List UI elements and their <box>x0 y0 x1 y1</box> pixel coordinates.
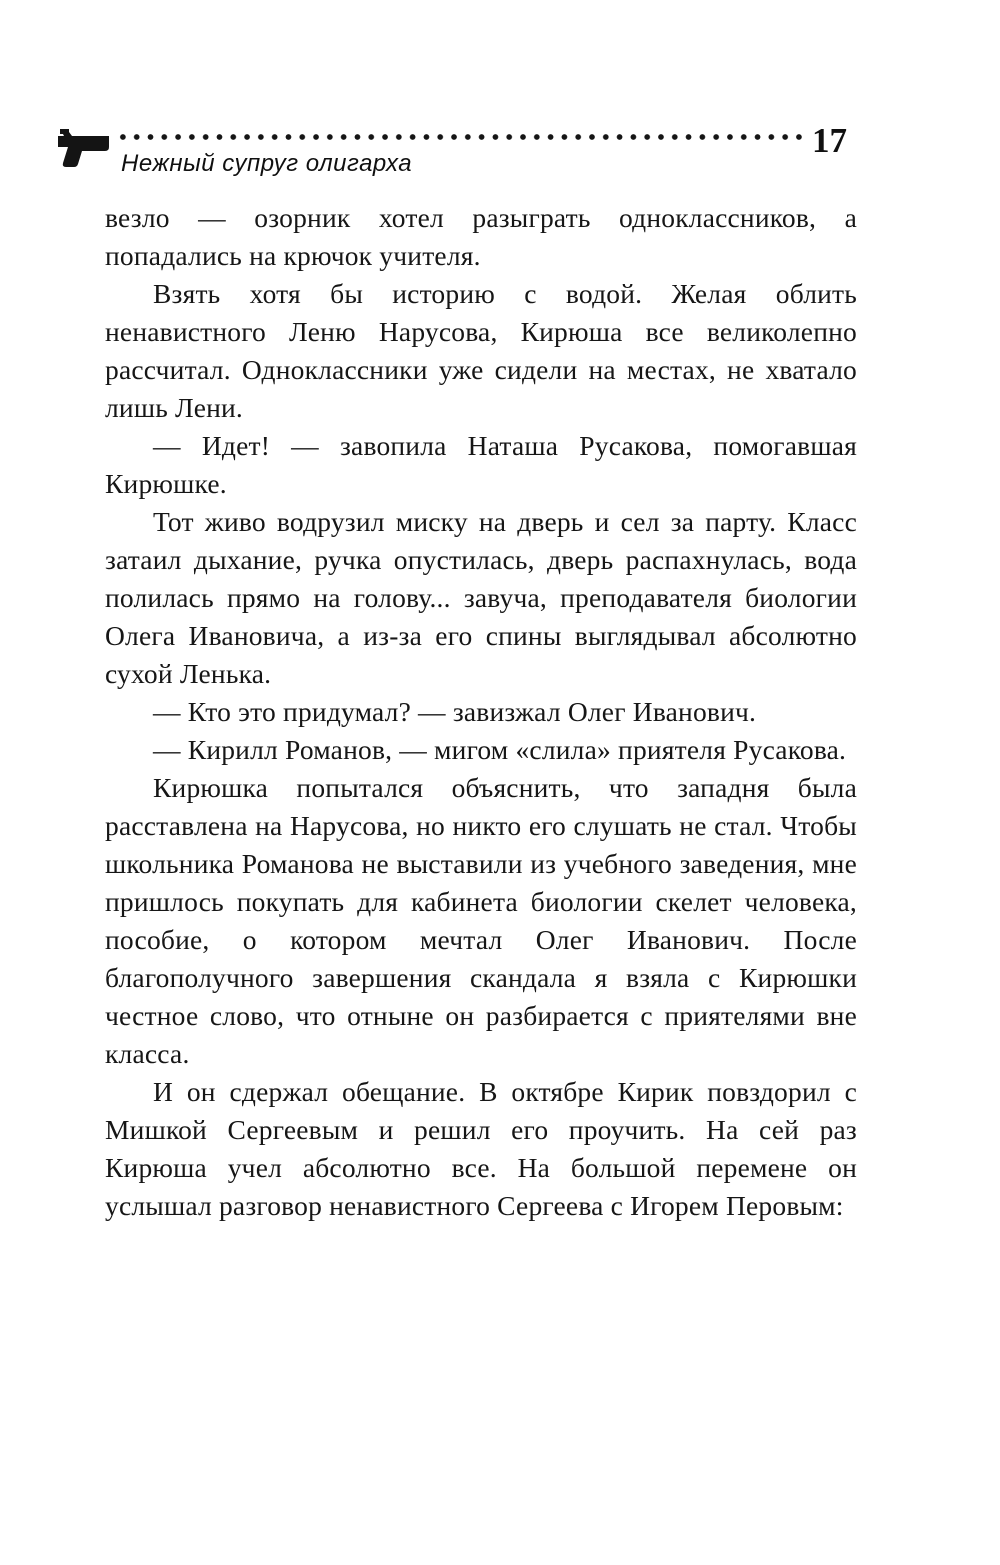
paragraph: Взять хотя бы историю с водой. Желая облить ненавистного Леню Нарусова, Кирюша все великолепно рассчитал. Одноклассники уже сидели на местах, не хватало лишь Лени. <box>105 278 857 423</box>
paragraph: — Кто это придумал? — завизжал Олег Иванович. <box>153 696 757 727</box>
paragraph: И он сдержал обещание. В октябре Кирик повздорил с Мишкой Сергеевым и решил его проучить. На сей раз Кирюша учел абсолютно все. На большой перемене он услышал разговор ненавистного Сергеева с Игорем Перовым: <box>105 1076 857 1221</box>
gun-icon <box>54 124 112 170</box>
page-number: 17 <box>812 121 847 160</box>
paragraph: — Кирилл Романов, — мигом «слила» приятеля Русакова. <box>153 734 847 765</box>
paragraph: везло — озорник хотел разыграть одноклассников, а попадались на крючок учителя. <box>105 202 857 271</box>
running-title: Нежный супруг олигарха <box>121 150 413 177</box>
page-body <box>105 199 857 1225</box>
paragraph: Кирюшка попытался объяснить, что западня была расставлена на Нарусова, но никто его слушать не стал. Чтобы школьника Романова не выставили из учебного заведения, мне пришлось покупать для кабинета биологии скелет человека, пособие, о котором мечтал Олег Иванович. После благополучного завершения скандала я взяла с Кирюшки честное слово, что отныне он разбирается с приятелями вне класса. <box>105 772 857 1069</box>
dotted-rule <box>116 133 804 141</box>
paragraph: Тот живо водрузил миску на дверь и сел за парту. Класс затаил дыхание, ручка опустилась, дверь распахнулась, вода полилась прямо на голову... завуча, преподавателя биологии Олега Ивановича, а из-за его спины выглядывал абсолютно сухой Ленька. <box>105 506 857 689</box>
paragraph: — Идет! — завопила Наташа Русакова, помогавшая Кирюшке. <box>105 430 857 499</box>
